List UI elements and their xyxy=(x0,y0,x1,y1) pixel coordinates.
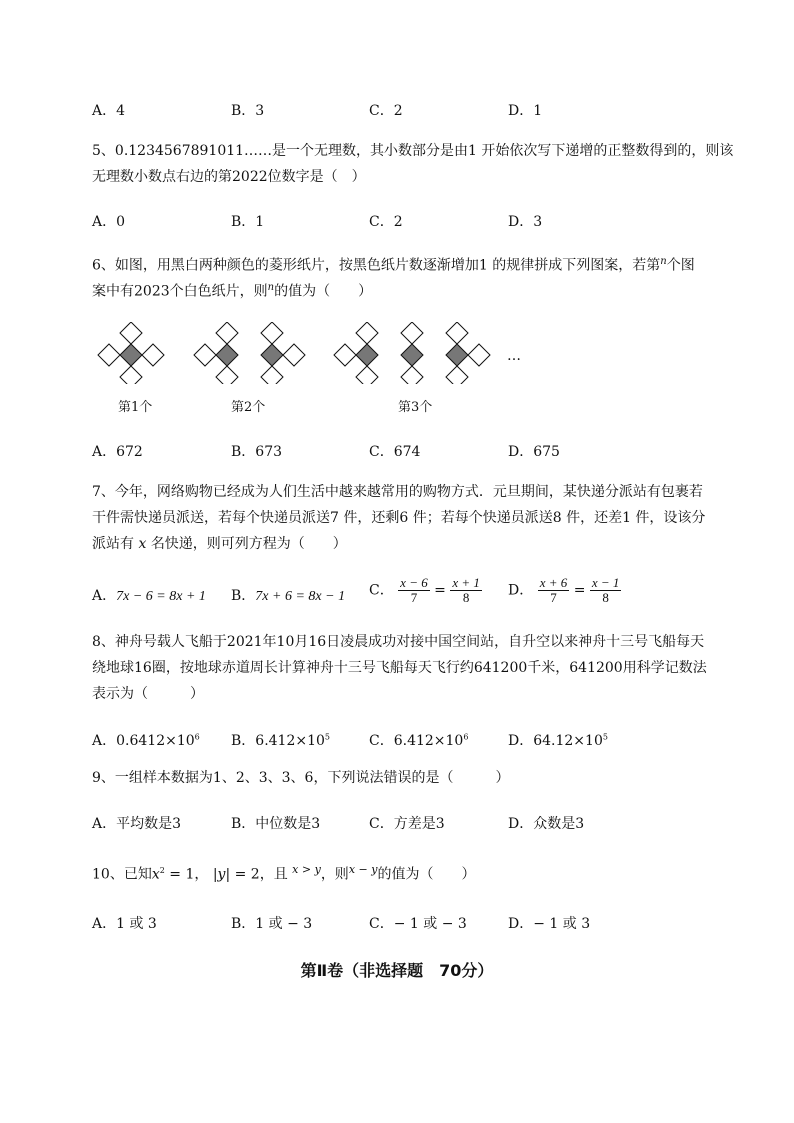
q4-option-b: B．3 xyxy=(231,103,265,119)
q7-line-1: 7、今年，网络购物已经成为人们生活中越来越常用的购物方式．元旦期间，某快递分派站有包裹若 xyxy=(92,484,703,500)
q5-option-a: A．0 xyxy=(92,214,126,230)
q8-option-d xyxy=(508,730,608,750)
q10-option-c: C．− 1 或 − 3 xyxy=(369,916,467,932)
q9-option-c: C．方差是3 xyxy=(369,816,445,832)
q6-n-var: n xyxy=(660,256,667,267)
q8-d-base: D．64.12×10 xyxy=(508,733,603,749)
pattern-1 xyxy=(98,322,164,384)
q8-c-base: C．6.412×10 xyxy=(369,733,464,749)
frac-denominator: 8 xyxy=(602,590,609,605)
q8-option-c xyxy=(369,730,468,750)
q10-abs-y: |y| xyxy=(212,866,231,883)
frac-denominator: 7 xyxy=(550,590,557,605)
q7-a-expr: 7x − 6 = 8x + 1 xyxy=(116,589,206,604)
q6-line1-post: 个图 xyxy=(666,257,695,274)
q4-option-d: D．1 xyxy=(508,103,543,119)
q6-rhombus-figure xyxy=(90,322,530,384)
equals-sign: = xyxy=(434,582,446,599)
q7-d-frac-left xyxy=(538,576,570,605)
q10-x-var: x xyxy=(151,866,160,883)
q8-b-base: B．6.412×10 xyxy=(231,733,325,749)
q8-line-3: 表示为（ ） xyxy=(92,686,204,702)
q7-d-frac-right xyxy=(590,576,622,605)
q8-option-a xyxy=(92,730,200,750)
q6-line2-pre: 案中有2023个白色纸片，则 xyxy=(92,283,268,300)
q7-option-d xyxy=(508,576,621,605)
q6-fig2-label: 第2个 xyxy=(231,400,266,415)
q6-line2-post: 的值为（ ） xyxy=(274,283,373,300)
q7-c-frac-right xyxy=(450,576,482,605)
q8-b-exponent: 5 xyxy=(324,732,331,742)
q7-a-label: A． xyxy=(92,588,117,604)
q9-line-1: 9、一组样本数据为1、2、3、3、6，下列说法错误的是（ ） xyxy=(92,770,510,786)
q7-d-label: D． xyxy=(508,582,534,599)
q10-post: 的值为（ ） xyxy=(377,866,476,883)
section-title: 第Ⅱ卷（非选择题 70分） xyxy=(300,961,494,980)
frac-numerator: x + 6 xyxy=(539,575,568,590)
q10-pre: 10、已知 xyxy=(92,866,152,883)
q6-line1-pre: 6、如图，用黑白两种颜色的菱形纸片，按黑色纸片数逐渐增加1 的规律拼成下列图案，若第 xyxy=(92,257,661,274)
q5-line-2: 无理数小数点右边的第2022位数字是（ ） xyxy=(92,169,366,185)
q10-line-1 xyxy=(92,857,475,888)
q7-option-b xyxy=(231,585,345,605)
q10-x-exponent: 2 xyxy=(159,866,165,875)
frac-denominator: 7 xyxy=(410,590,418,605)
q10-option-d: D．− 1 或 3 xyxy=(508,916,591,932)
pattern-2 xyxy=(194,322,305,384)
q6-fig1-label: 第1个 xyxy=(118,400,153,415)
q10-eq2: = 2，且 xyxy=(230,866,288,883)
q10-condition: x > y xyxy=(292,863,321,876)
q7-b-label: B． xyxy=(231,588,256,604)
q5-line-1: 5、0.1234567891011……是一个无理数，其小数部分是由1 开始依次写下递增的正整数得到的，则该 xyxy=(92,143,734,159)
q8-a-base: A．0.6412×10 xyxy=(92,733,195,749)
frac-numerator: x − 1 xyxy=(591,575,620,590)
q4-option-c: C．2 xyxy=(369,103,403,119)
q10-mid: ，则 xyxy=(320,866,349,883)
q7-c-frac-left xyxy=(398,576,430,605)
q7-line3-post: 名快递，则可列方程为（ ） xyxy=(150,536,347,552)
q7-option-c xyxy=(369,576,482,605)
q8-line-2: 绕地球16圈，按地球赤道周长计算神舟十三号飞船每天飞行约641200千米，641200用科学记数法 xyxy=(92,660,707,676)
q5-option-c: C．2 xyxy=(369,214,403,230)
q6-line-2 xyxy=(92,275,372,305)
pattern-3 xyxy=(334,322,490,384)
q9-option-b: B．中位数是3 xyxy=(231,816,321,832)
q8-a-exponent: 6 xyxy=(194,732,200,742)
q7-option-a xyxy=(92,585,206,605)
q7-line-2: 干件需快递员派送，若每个快递员派送7 件，还剩6 件；若每个快递员派送8 件，还差1 件，设该分 xyxy=(92,510,706,526)
q6-ellipsis: … xyxy=(507,348,521,364)
q9-option-d: D．众数是3 xyxy=(508,816,585,832)
q6-n-var-2: n xyxy=(267,282,275,293)
q10-option-b: B．1 或 − 3 xyxy=(231,916,313,932)
q8-line-1: 8、神舟号载人飞船于2021年10月16日凌晨成功对接中国空间站，自升空以来神舟十三号飞船每天 xyxy=(92,634,705,650)
q10-eq1: = 1， xyxy=(164,866,209,883)
q5-option-b: B．1 xyxy=(231,214,265,230)
q5-option-d: D．3 xyxy=(508,214,543,230)
q7-line3-pre: 派站有 xyxy=(92,536,134,552)
q6-option-b: B．673 xyxy=(231,444,283,460)
q6-option-d: D．675 xyxy=(508,444,560,460)
q9-option-a: A．平均数是3 xyxy=(92,816,182,832)
q10-expression: x − y xyxy=(348,863,378,876)
frac-numerator: x + 1 xyxy=(452,575,480,590)
q7-line-3 xyxy=(92,531,347,557)
q8-c-exponent: 6 xyxy=(463,732,469,742)
equals-sign: = xyxy=(573,582,586,599)
q7-c-label: C． xyxy=(369,582,394,599)
q10-option-a: A．1 或 3 xyxy=(92,916,157,932)
q6-option-c: C．674 xyxy=(369,444,421,460)
q4-option-a: A．4 xyxy=(92,103,126,119)
q7-b-expr: 7x + 6 = 8x − 1 xyxy=(255,589,346,604)
q6-fig3-label: 第3个 xyxy=(398,400,433,415)
q8-d-exponent: 5 xyxy=(602,732,608,742)
q7-x-var: x xyxy=(138,536,147,552)
q8-option-b xyxy=(231,730,330,750)
frac-numerator: x − 6 xyxy=(400,575,428,590)
q6-option-a: A．672 xyxy=(92,444,143,460)
frac-denominator: 8 xyxy=(462,590,470,605)
